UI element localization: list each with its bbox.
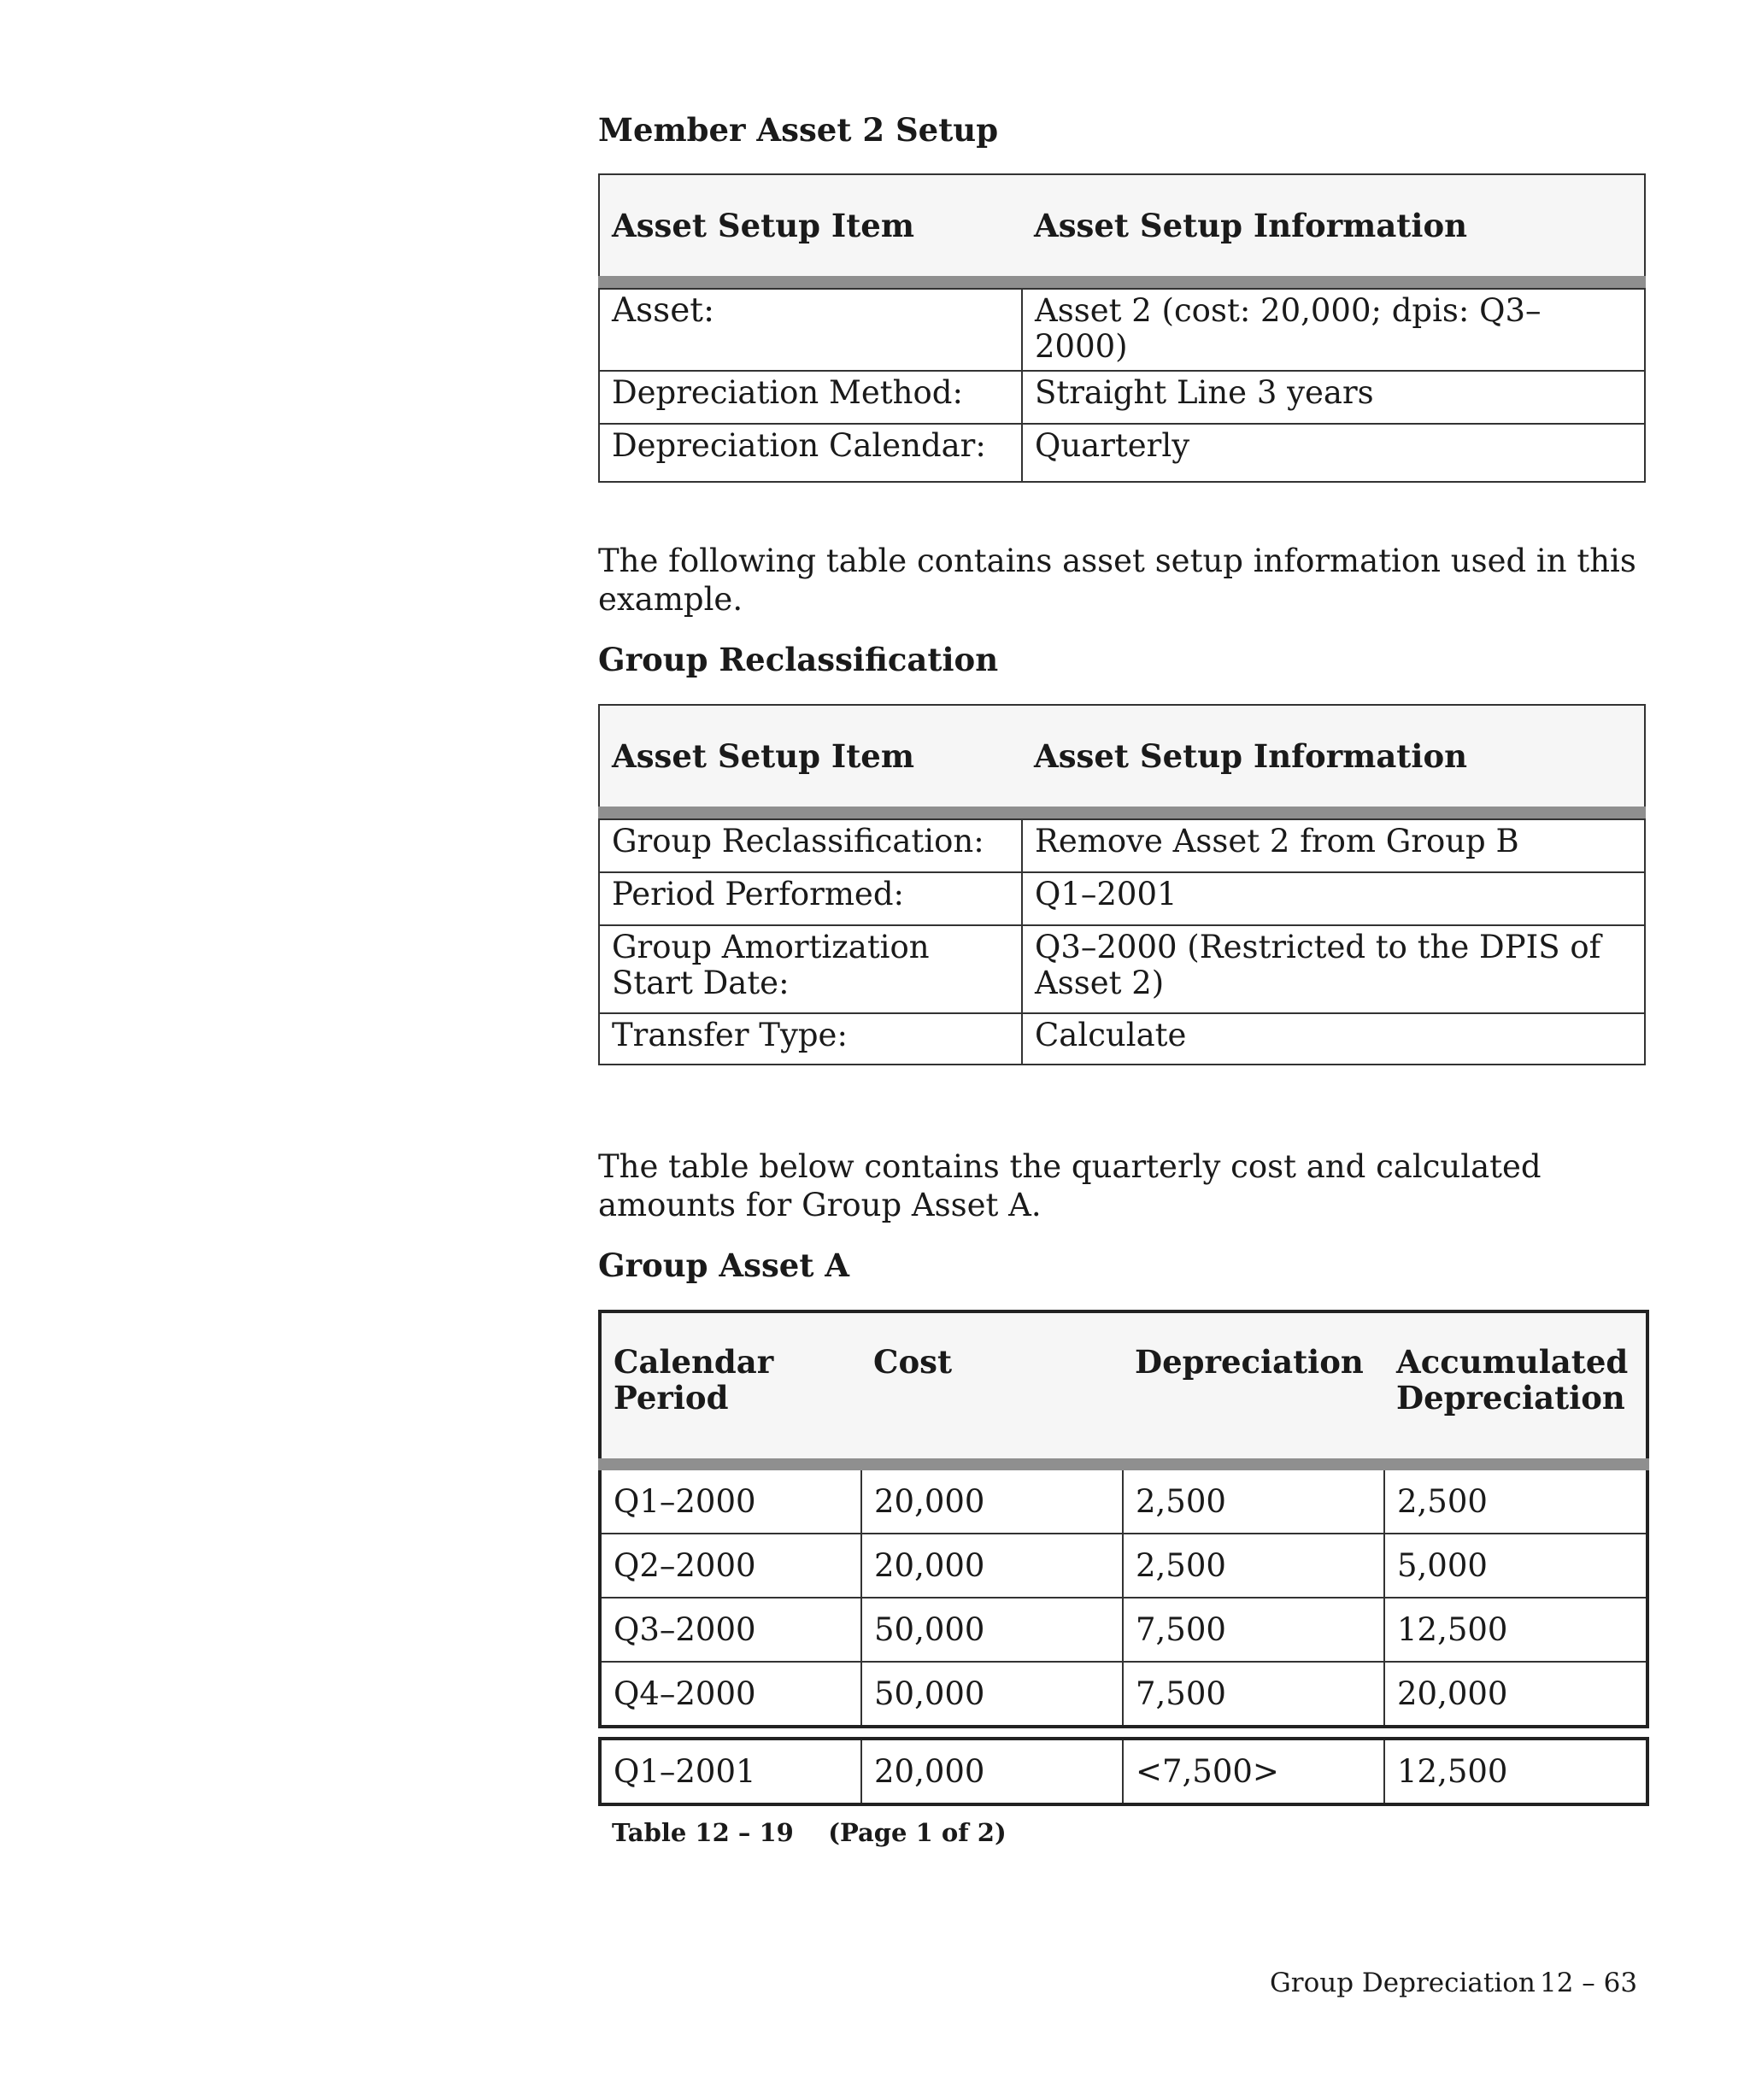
table-cell: Q1–2001 bbox=[1022, 872, 1645, 925]
table-cell: Depreciation Calendar: bbox=[599, 424, 1022, 482]
table-cell: Straight Line 3 years bbox=[1022, 371, 1645, 424]
table-row bbox=[600, 1464, 1647, 1534]
group-reclassification-table bbox=[598, 704, 1646, 1065]
table-cell: Asset 2 (cost: 20,000; dpis: Q3–2000) bbox=[1022, 289, 1645, 371]
table-cell: Q1–2000 bbox=[600, 1464, 861, 1534]
table-caption: Table 12 – 19 (Page 1 of 2) bbox=[612, 1818, 1007, 1847]
footer-page-number: 12 – 63 bbox=[1540, 1968, 1638, 1998]
table-header-row bbox=[599, 705, 1645, 812]
table-cell: Period Performed: bbox=[599, 872, 1022, 925]
table-cell: Group Amortization Start Date: bbox=[599, 925, 1022, 1013]
table-cell: Transfer Type: bbox=[599, 1013, 1022, 1065]
column-header: Depreciation bbox=[1123, 1311, 1384, 1464]
column-header: Asset Setup Information bbox=[1022, 705, 1645, 812]
member-asset-setup-table bbox=[598, 173, 1646, 483]
table-row bbox=[599, 925, 1645, 1013]
column-header: Asset Setup Information bbox=[1022, 174, 1645, 282]
table-cell: 7,500 bbox=[1123, 1598, 1384, 1662]
group-asset-paragraph: The table below contains the quarterly cost and calculated amounts for Group Asset A. bbox=[598, 1148, 1542, 1223]
table-row bbox=[599, 289, 1645, 371]
table-row bbox=[599, 424, 1645, 482]
table-cell: 20,000 bbox=[861, 1739, 1123, 1804]
table-cell: Group Reclassification: bbox=[599, 819, 1022, 872]
member-asset-setup-title: Member Asset 2 Setup bbox=[598, 111, 999, 149]
table-row bbox=[599, 1013, 1645, 1065]
table-cell: 12,500 bbox=[1384, 1598, 1647, 1662]
column-header: Accumulated Depreciation bbox=[1384, 1311, 1647, 1464]
table-header-row bbox=[599, 174, 1645, 282]
table-cell: Q3–2000 bbox=[600, 1598, 861, 1662]
table-cell: Q2–2000 bbox=[600, 1534, 861, 1598]
table-cell: 5,000 bbox=[1384, 1534, 1647, 1598]
column-header: Calendar Period bbox=[600, 1311, 861, 1464]
total-row bbox=[600, 1739, 1647, 1804]
table-cell: 20,000 bbox=[1384, 1662, 1647, 1727]
table-row bbox=[600, 1662, 1647, 1727]
table-cell: 2,500 bbox=[1123, 1534, 1384, 1598]
table-cell: Q4–2000 bbox=[600, 1662, 861, 1727]
table-cell: 20,000 bbox=[861, 1464, 1123, 1534]
table-row bbox=[599, 872, 1645, 925]
footer-section-title: Group Depreciation bbox=[1270, 1968, 1536, 1998]
table-row bbox=[600, 1534, 1647, 1598]
table-cell: 50,000 bbox=[861, 1598, 1123, 1662]
table-cell: 2,500 bbox=[1123, 1464, 1384, 1534]
table-row bbox=[599, 371, 1645, 424]
table-cell: 20,000 bbox=[861, 1534, 1123, 1598]
table-cell: Depreciation Method: bbox=[599, 371, 1022, 424]
table-row bbox=[599, 819, 1645, 872]
group-asset-a-title: Group Asset A bbox=[598, 1247, 850, 1284]
table-cell: 12,500 bbox=[1384, 1739, 1647, 1804]
column-header: Asset Setup Item bbox=[599, 705, 1022, 812]
table-cell: Q3–2000 (Restricted to the DPIS of Asset 2) bbox=[1022, 925, 1645, 1013]
table-cell: 7,500 bbox=[1123, 1662, 1384, 1727]
group-asset-a-table bbox=[598, 1310, 1649, 1806]
table-cell: Quarterly bbox=[1022, 424, 1645, 482]
table-cell: Q1–2001 bbox=[600, 1739, 861, 1804]
table-cell: <7,500> bbox=[1123, 1739, 1384, 1804]
table-cell: 2,500 bbox=[1384, 1464, 1647, 1534]
table-cell: 50,000 bbox=[861, 1662, 1123, 1727]
table-cell: Asset: bbox=[599, 289, 1022, 371]
table-cell: Remove Asset 2 from Group B bbox=[1022, 819, 1645, 872]
column-header: Cost bbox=[861, 1311, 1123, 1464]
intro-paragraph: The following table contains asset setup information used in this example. bbox=[598, 543, 1636, 618]
table-header-row bbox=[600, 1311, 1647, 1464]
group-reclassification-title: Group Reclassification bbox=[598, 641, 999, 678]
column-header: Asset Setup Item bbox=[599, 174, 1022, 282]
table-row bbox=[600, 1598, 1647, 1662]
table-cell: Calculate bbox=[1022, 1013, 1645, 1065]
